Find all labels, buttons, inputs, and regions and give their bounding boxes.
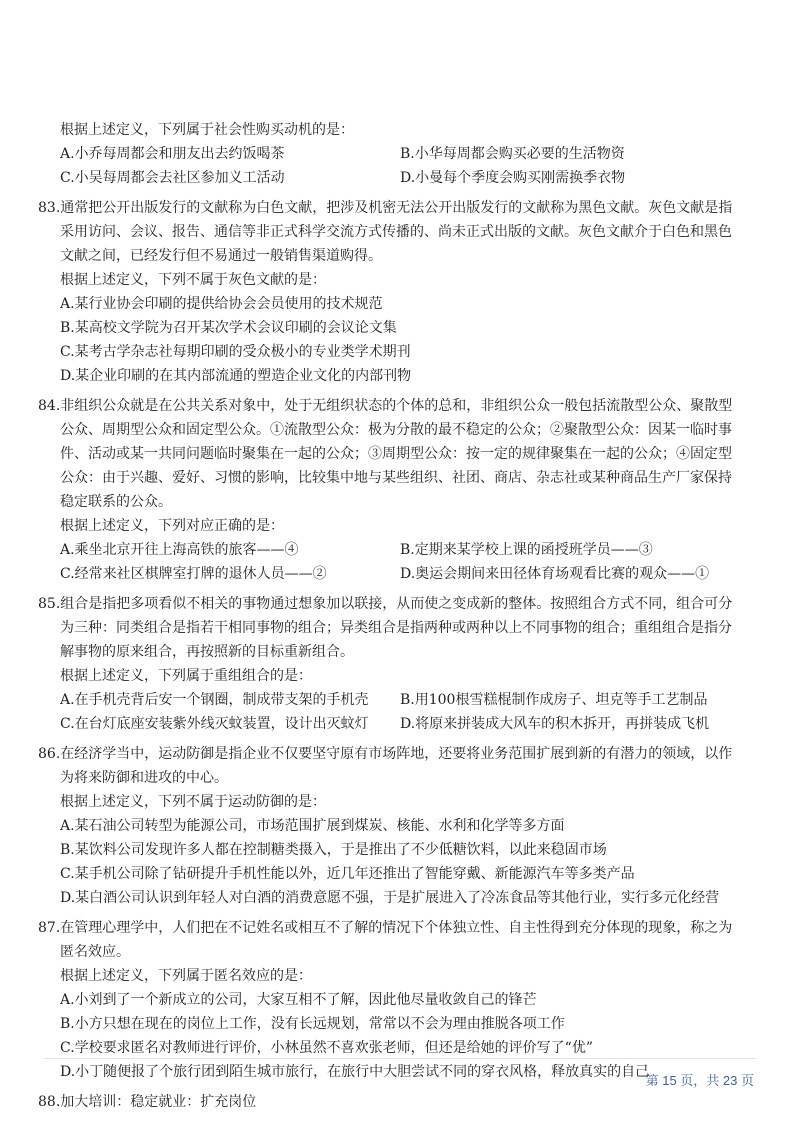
q84-stem-line-4: 公众：由于兴趣、爱好、习惯的影响，比较集中地与某些组织、社团、商店、杂志社或某种商品生产厂家保持	[60, 470, 732, 486]
q87-option-b[interactable]: B.小方只想在现在的岗位上工作，没有长远规划，常常以不会为理由推脱各项工作	[60, 1016, 565, 1032]
question-88	[38, 1090, 760, 1114]
q84-stem-line-1: 84.非组织公众就是在公共关系对象中，处于无组织状态的个体的总和，非组织公众一般包括流散型公众、聚散型	[38, 398, 733, 414]
q84-option-d[interactable]: D.奥运会期间来田径体育场观看比赛的观众——①	[400, 566, 710, 582]
q85-options-row-1	[60, 688, 760, 712]
q83-option-c[interactable]: C.某考古学杂志社每期印刷的受众极小的专业类学术期刊	[60, 344, 411, 360]
q85-prompt: 根据上述定义，下列属于重组组合的是：	[60, 668, 312, 684]
q84-stem-line-2: 公众、周期型公众和固定型公众。①流散型公众：极为分散的最不稳定的公众；②聚散型公众：因某一临时事	[60, 422, 732, 438]
q87-option-a[interactable]: A.小刘到了一个新成立的公司，大家互相不了解，因此他尽量收敛自己的锋芒	[60, 992, 537, 1008]
questions-content	[38, 118, 760, 1114]
q84-stem-line-3: 件、活动或某一共同问题临时聚集在一起的公众；③周期型公众：按一定的规律聚集在一起的公众；④固定型	[60, 446, 732, 462]
q85-options-row-2	[60, 712, 760, 736]
q86-stem-line-1: 86.在经济学当中，运动防御是指企业不仅要坚守原有市场阵地，还要将业务范围扩展到新的有潜力的领域，以作	[38, 746, 733, 762]
question-83	[38, 196, 760, 388]
question-85	[38, 592, 760, 736]
q85-stem-line-3: 解事物的原来组合，再按照新的目标重新组合。	[60, 644, 354, 660]
q84-option-a[interactable]: A.乘坐北京开往上海高铁的旅客——④	[60, 542, 299, 558]
q84-option-b[interactable]: B.定期来某学校上课的函授班学员——③	[400, 542, 653, 558]
q86-option-d[interactable]: D.某白酒公司认识到年轻人对白酒的消费意愿不强，于是扩展进入了冷冻食品等其他行业，实行多元化经营	[60, 890, 720, 906]
q85-stem-line-1: 85.组合是指把多项看似不相关的事物通过想象加以联接，从而使之变成新的整体。按照组合方式不同，组合可分	[38, 596, 733, 612]
q86-option-b[interactable]: B.某饮料公司发现许多人都在控制糖类摄入，于是推出了不少低糖饮料，以此来稳固市场	[60, 842, 607, 858]
q82-prompt: 根据上述定义，下列属于社会性购买动机的是：	[60, 122, 354, 138]
q83-option-a[interactable]: A.某行业协会印刷的提供给协会会员使用的技术规范	[60, 296, 383, 312]
q87-prompt: 根据上述定义，下列属于匿名效应的是：	[60, 968, 312, 984]
q87-option-d[interactable]: D.小丁随便报了个旅行团到陌生城市旅行，在旅行中大胆尝试不同的穿衣风格，释放真实的自己	[60, 1064, 650, 1080]
q82-option-a[interactable]: A.小乔每周都会和朋友出去约饭喝茶	[60, 146, 285, 162]
q87-stem-line-2: 匿名效应。	[60, 944, 130, 960]
q86-option-c[interactable]: C.某手机公司除了钻研提升手机性能以外，近几年还推出了智能穿戴、新能源汽车等多类产品	[60, 866, 635, 882]
q86-prompt: 根据上述定义，下列不属于运动防御的是：	[60, 794, 326, 810]
q85-option-a[interactable]: A.在手机壳背后安一个钢圈，制成带支架的手机壳	[60, 692, 369, 708]
q87-stem-line-1: 87.在管理心理学中，人们把在不记姓名或相互不了解的情况下个体独立性、自主性得到充分体现的现象，称之为	[38, 920, 733, 936]
q84-options-row-1	[60, 538, 760, 562]
q86-stem-line-2: 为将来防御和进攻的中心。	[60, 770, 228, 786]
q84-option-c[interactable]: C.经常来社区棋牌室打牌的退休人员——②	[60, 566, 327, 582]
q82-options-row-2	[60, 166, 760, 190]
q82-options-row-1	[60, 142, 760, 166]
q82-option-d[interactable]: D.小曼每个季度会购买刚需换季衣物	[400, 170, 626, 186]
q86-option-a[interactable]: A.某石油公司转型为能源公司，市场范围扩展到煤炭、核能、水利和化学等多方面	[60, 818, 565, 834]
q85-stem-line-2: 为三种：同类组合是指若干相同事物的组合；异类组合是指两种或两种以上不同事物的组合；重组组合是指分	[60, 620, 732, 636]
q82-option-c[interactable]: C.小吴每周都会去社区参加义工活动	[60, 170, 285, 186]
q88-stem: 88.加大培训：稳定就业：扩充岗位	[38, 1094, 257, 1110]
q84-options-row-2	[60, 562, 760, 586]
q83-option-d[interactable]: D.某企业印刷的在其内部流通的塑造企业文化的内部刊物	[60, 368, 412, 384]
q83-stem-line-1: 83.通常把公开出版发行的文献称为白色文献，把涉及机密无法公开出版发行的文献称为黑色文献。灰色文献是指	[38, 200, 733, 216]
page-number: 第 15 页，共 23 页	[645, 1073, 754, 1088]
q84-prompt: 根据上述定义，下列对应正确的是：	[60, 518, 284, 534]
q85-option-d[interactable]: D.将原来拼装成大风车的积木拆开，再拼装成飞机	[400, 716, 710, 732]
q87-option-c[interactable]: C.学校要求匿名对教师进行评价，小林虽然不喜欢张老师，但还是给她的评价写了“优”	[60, 1040, 593, 1056]
q85-option-b[interactable]: B.用100根雪糕棍制作成房子、坦克等手工艺制品	[400, 692, 708, 708]
q85-option-c[interactable]: C.在台灯底座安装紫外线灭蚊装置，设计出灭蚊灯	[60, 716, 369, 732]
q82-option-b[interactable]: B.小华每周都会购买必要的生活物资	[400, 146, 625, 162]
question-84	[38, 394, 760, 586]
q83-stem-line-3: 文献之间，已经发行但不易通过一般销售渠道购得。	[60, 248, 382, 264]
question-86	[38, 742, 760, 910]
q83-stem-line-2: 采用访问、会议、报告、通信等非正式科学交流方式传播的、尚未正式出版的文献。灰色文献介于白色和黑色	[60, 224, 732, 240]
q83-prompt: 根据上述定义，下列不属于灰色文献的是：	[60, 272, 326, 288]
q83-option-b[interactable]: B.某高校文学院为召开某次学术会议印刷的会议论文集	[60, 320, 397, 336]
footer-divider	[44, 1058, 756, 1059]
q84-stem-line-5: 稳定联系的公众。	[60, 494, 172, 510]
